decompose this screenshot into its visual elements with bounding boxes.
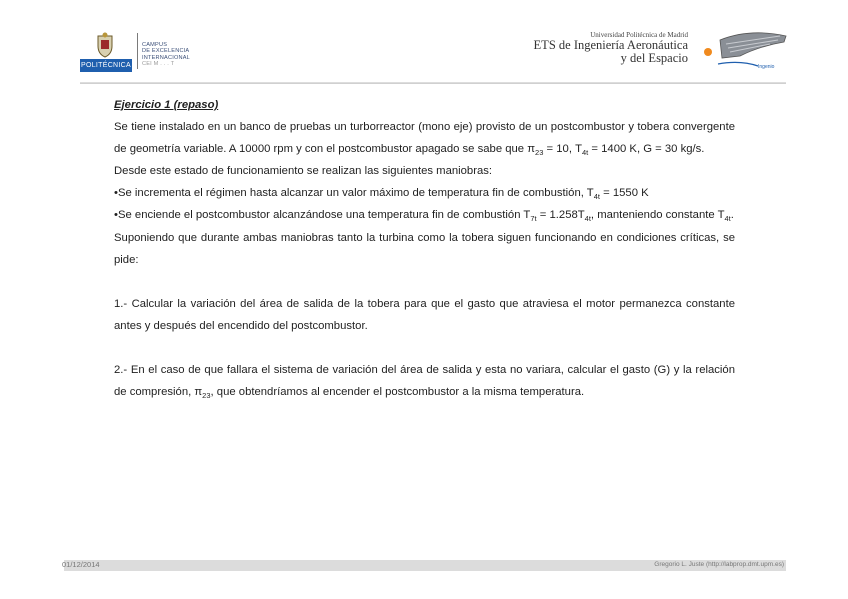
upm-label: POLITÉCNICA	[80, 59, 132, 72]
intro-paragraph	[114, 116, 735, 160]
header-rule	[80, 82, 786, 84]
pi-symbol: π	[194, 386, 203, 399]
school-line: ETS de Ingeniería Aeronáutica	[533, 38, 688, 52]
footer-author: Gregorio L. Juste (http://labprop.dmt.upm.es)	[654, 561, 784, 568]
school-name	[534, 39, 688, 65]
bullet-text: .	[730, 209, 734, 222]
suppose-paragraph: Suponiendo que durante ambas maniobras tanto la turbina como la tobera siguen funcionando en condiciones críticas, se pide:	[114, 231, 735, 266]
subscript-4t: 4t	[593, 192, 600, 202]
school-line: y del Espacio	[620, 51, 688, 65]
bullet-text: •Se enciende el postcombustor alcanzándose una temperatura fin de combustión T	[114, 209, 531, 222]
question-text: 2.- En el caso de que fallara el sistema de variación del área de salida y esta no variara, calcular el gasto (G) y la relación de compresión,	[114, 364, 735, 399]
question-text: , que obtendríamos al encender el postcombustor a la misma temperatura.	[210, 386, 585, 399]
campus-line: INTERNACIONAL	[142, 54, 190, 61]
campus-line: CAMPUS	[142, 42, 168, 48]
spacer	[114, 337, 735, 359]
subscript-4t: 4t	[584, 214, 591, 224]
subscript-23: 23	[535, 148, 544, 158]
campus-excelencia	[142, 42, 190, 68]
bullet-text: = 1.258T	[536, 209, 585, 222]
subscript-4t: 4t	[582, 148, 589, 158]
slide-header	[80, 22, 790, 82]
state-paragraph: Desde este estado de funcionamiento se realizan las siguientes maniobras:	[114, 165, 493, 178]
cei-label: CEI M . . . T	[142, 61, 175, 68]
university-name: Universidad Politécnica de Madrid	[590, 31, 688, 39]
aero-label: Ingenio	[758, 64, 775, 70]
aerospace-logo-icon	[700, 26, 790, 74]
intro-eq: = 10, T	[543, 143, 582, 156]
crest-icon	[95, 32, 115, 58]
bullet-1	[114, 182, 735, 204]
exercise-body	[114, 94, 735, 403]
bullet-2	[114, 204, 735, 226]
spacer	[114, 271, 735, 293]
footer-date: 01/12/2014	[62, 560, 100, 569]
subscript-4t: 4t	[724, 214, 731, 224]
pi-symbol: π	[527, 143, 536, 156]
bullet-text: = 1550 K	[599, 187, 649, 200]
bullet-text: •Se incrementa el régimen hasta alcanzar un valor máximo de temperatura fin de combustión, T	[114, 187, 594, 200]
header-divider	[137, 33, 138, 69]
question-2	[114, 359, 735, 403]
upm-logo	[80, 32, 132, 78]
intro-eq: = 1400 K, G = 30 kg/s.	[588, 143, 705, 156]
campus-line: DE EXCELENCIA	[142, 48, 190, 55]
subscript-23: 23	[202, 391, 211, 401]
subscript-7t: 7t	[530, 214, 537, 224]
bullet-text: , manteniendo constante T	[590, 209, 725, 222]
question-1: 1.- Calcular la variación del área de salida de la tobera para que el gasto que atraviesa el motor permanezca constante antes y después del encendido del postcombustor.	[114, 297, 735, 332]
intro-text: Se tiene instalado en un banco de pruebas un turborreactor (mono eje) provisto de un postcombustor y tobera convergente de geometría variable. A 10000 rpm y con el postcombustor apagado se sabe que	[114, 121, 735, 156]
exercise-title: Ejercicio 1 (repaso)	[114, 99, 219, 111]
